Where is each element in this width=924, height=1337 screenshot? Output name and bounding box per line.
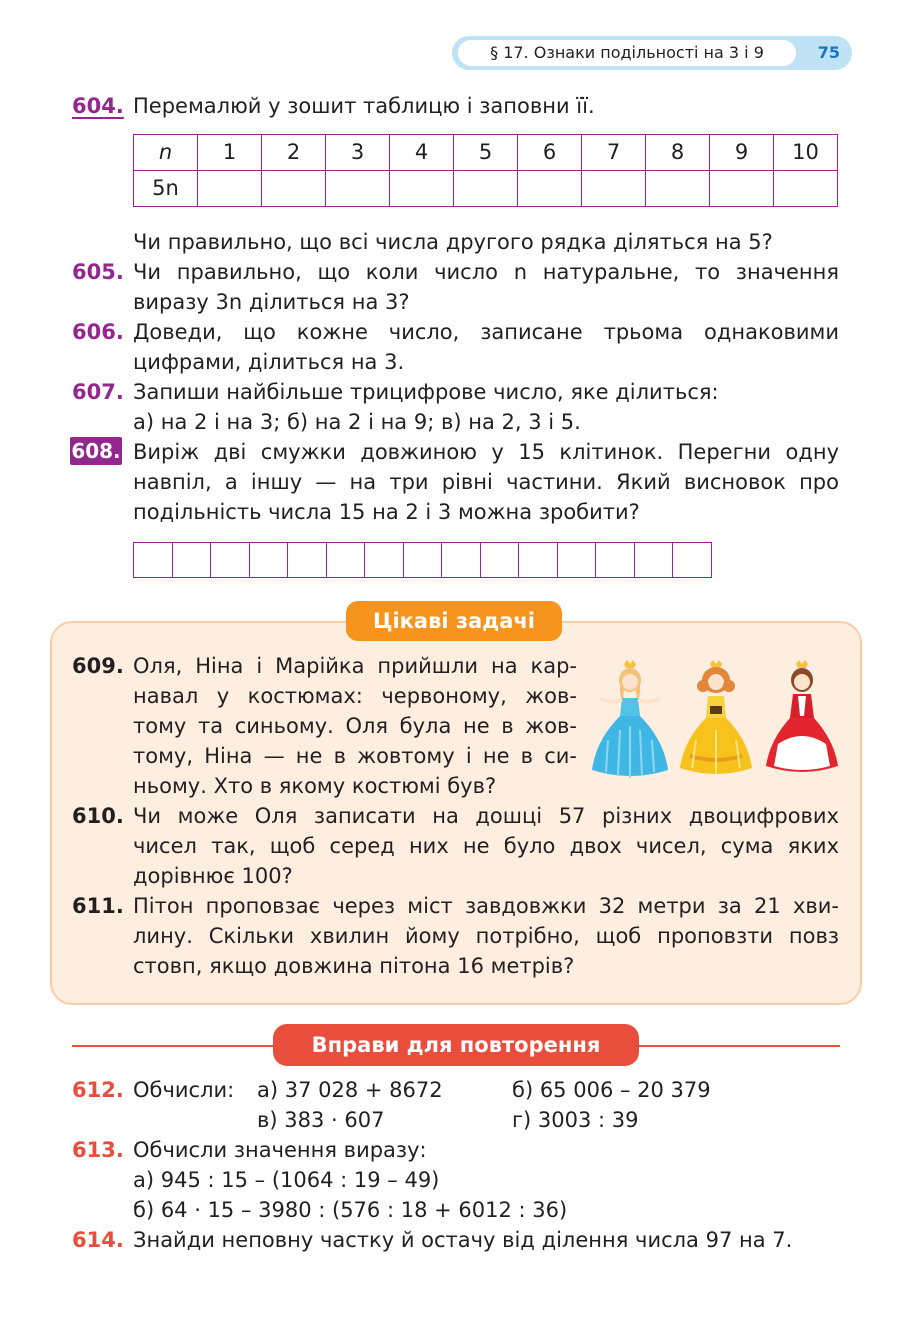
princess-yellow-dress-illustration [676,660,756,780]
table-cell-empty [262,171,326,207]
table-head-n: n [134,135,198,171]
exercise-612-b: б) 65 006 – 20 379 [512,1078,711,1102]
exercise-608-number: 608. [71,439,121,463]
table-cell: 8 [646,135,710,171]
exercise-609-line4: тому, Ніна — не в жовтому і не в си- [133,744,577,768]
exercise-610-number: 610. [72,804,124,828]
table-cell-empty [582,171,646,207]
page-number: 75 [817,43,840,62]
exercise-609-number: 609. [72,654,124,678]
review-section-title: Вправи для повторення [273,1024,639,1066]
exercise-614-text: Знайди неповну частку й остачу від ділення числа 97 на 7. [133,1228,793,1252]
table-cell-empty [390,171,454,207]
exercise-607-line1: Запиши найбільше трицифрове число, яке ділиться: [133,380,719,404]
table-cell: 3 [326,135,390,171]
table-cell-empty [646,171,710,207]
interesting-problems-title: Цікаві задачі [346,601,562,641]
table-cell: 1 [198,135,262,171]
exercise-604-text: Перемалюй у зошит таблицю і заповни її. [133,94,595,118]
table-cell: 5 [454,135,518,171]
table-row [134,171,838,207]
exercise-612-g: г) 3003 : 39 [512,1108,639,1132]
table-cell: 4 [390,135,454,171]
exercise-612-a: а) 37 028 + 8672 [257,1078,443,1102]
table-cell: 7 [582,135,646,171]
exercise-612-v: в) 383 · 607 [257,1108,385,1132]
exercise-605-line2: виразу 3n ділиться на 3? [133,290,410,314]
princess-red-dress-illustration [760,660,844,780]
exercise-614-number: 614. [72,1228,124,1252]
exercise-612-label: Обчисли: [133,1078,235,1102]
exercise-607-line2: а) на 2 і на 3; б) на 2 і на 9; в) на 2, 3 і 5. [133,410,581,434]
exercise-604-table [133,134,838,207]
table-cell-empty [198,171,262,207]
exercise-605-line1: Чи правильно, що коли число n натуральне, то значення [133,260,839,284]
exercise-604-number: 604. [72,94,124,118]
exercise-611-number: 611. [72,894,124,918]
table-head-5n [134,171,198,207]
exercise-613-number: 613. [72,1138,124,1162]
exercise-609-line3: тому та синьому. Оля була не в жов- [133,714,577,738]
exercise-608-line2: навпіл, а іншу — на три рівні частини. Який висновок про [133,470,839,494]
exercise-611-line1: Пітон проповзає через міст завдовжки 32 метри за 21 хви- [133,894,839,918]
exercise-613-b: б) 64 · 15 – 3980 : (576 : 18 + 6012 : 36) [133,1198,568,1222]
section-title: § 17. Ознаки подільності на 3 і 9 [458,40,796,66]
exercise-606-line2: цифрами, ділиться на 3. [133,350,405,374]
table-cell: 6 [518,135,582,171]
exercise-609-line5: ньому. Хто в якому костюмі був? [133,774,497,798]
table-cell-empty [518,171,582,207]
exercise-608-line1: Виріж дві смужки довжиною у 15 клітинок. Перегни одну [133,440,839,464]
exercise-610-line3: дорівнює 100? [133,864,293,888]
table-cell: 2 [262,135,326,171]
table-cell-empty [710,171,774,207]
exercise-606-number: 606. [72,320,124,344]
table-cell: 9 [710,135,774,171]
exercise-609-line1: Оля, Ніна і Марійка прийшли на кар- [133,654,577,678]
princess-blue-dress-illustration [588,660,672,780]
exercise-612-number: 612. [72,1078,124,1102]
exercise-613-label: Обчисли значення виразу: [133,1138,427,1162]
table-cell-empty [454,171,518,207]
exercise-611-line2: лину. Скільки хвилин йому потрібно, щоб проповзти повз [133,924,839,948]
page-header [452,36,852,70]
exercise-608-line3: подільність числа 15 на 2 і 3 можна зробити? [133,500,640,524]
exercise-606-line1: Доведи, що кожне число, записане трьома однаковими [133,320,839,344]
table-cell-empty [326,171,390,207]
exercise-605-number: 605. [72,260,124,284]
exercise-613-a: а) 945 : 15 – (1064 : 19 – 49) [133,1168,440,1192]
exercise-604-question: Чи правильно, що всі числа другого рядка діляться на 5? [133,230,773,254]
exercise-607-number: 607. [72,380,124,404]
exercise-610-line1: Чи може Оля записати на дошці 57 різних двоцифрових [133,804,839,828]
paper-strip-15-cells [133,542,712,578]
table-cell-empty [774,171,838,207]
table-cell: 10 [774,135,838,171]
exercise-609-line2: навал у костюмах: червоному, жов- [133,684,577,708]
exercise-610-line2: чисел так, щоб серед них не було двох чисел, сума яких [133,834,839,858]
five-n-label: 5n [152,176,179,200]
exercise-611-line3: стовп, якщо довжина пітона 16 метрів? [133,954,575,978]
table-row [134,135,838,171]
